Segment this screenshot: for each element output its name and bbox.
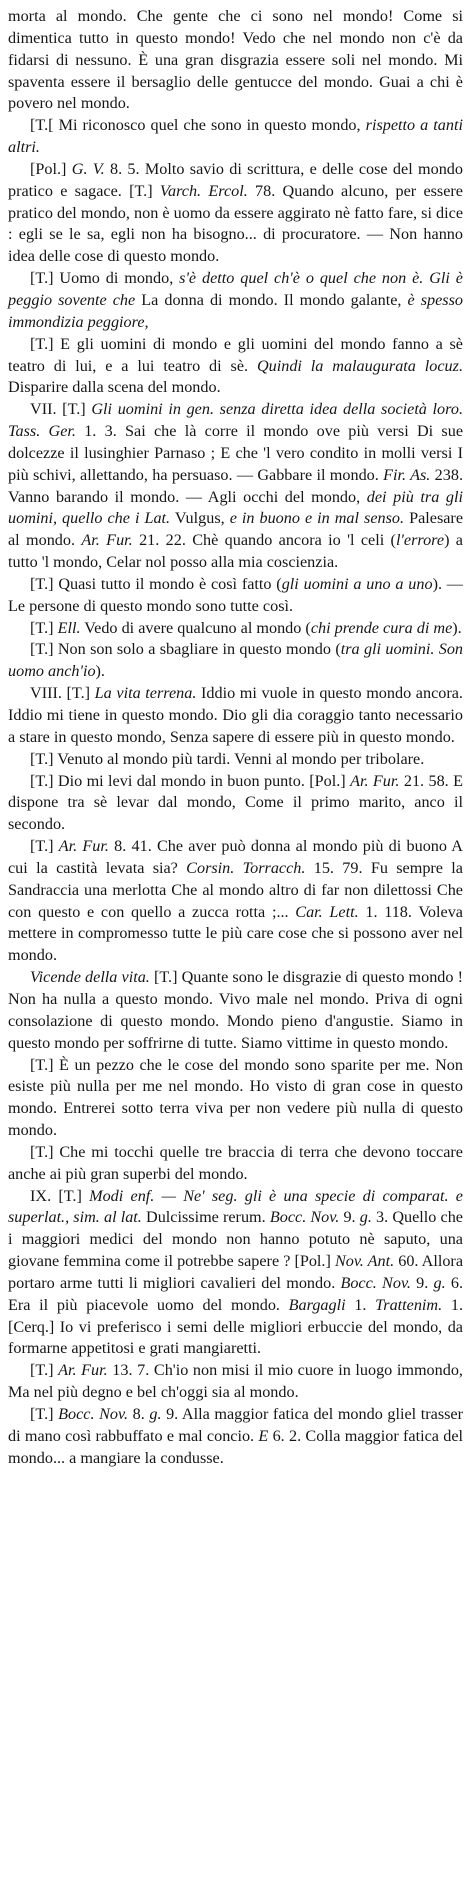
text-run: [T.] xyxy=(30,618,58,637)
italic-text: Trattenim. xyxy=(375,1295,443,1314)
text-run: 3. Quello che i maggiori medici del mondo non hanno potuto nè saputo, una giovane femmina come il potrebbe sapere ? [Pol.] xyxy=(8,1208,463,1271)
entry-paragraph xyxy=(8,1055,463,1142)
text-run: ) a tutto 'l mondo, Celar nol posso alla mia coscienzia. xyxy=(8,531,463,572)
text-run: ). —Le persone di questo mondo sono tutte così. xyxy=(8,574,463,615)
text-run: 9. xyxy=(410,1273,434,1292)
italic-text: Fir. As. xyxy=(383,465,431,484)
italic-text: dei più tra gli uomini, quello che i Lat. xyxy=(8,487,463,528)
italic-text: Bocc. Nov. xyxy=(269,1208,340,1227)
text-run: [T.] xyxy=(30,837,59,856)
text-run: 1. xyxy=(345,1295,376,1314)
entry-paragraph xyxy=(8,749,463,771)
italic-text: Nov. Ant. xyxy=(334,1252,395,1271)
text-run: [T.] Uomo di mondo, xyxy=(30,269,180,288)
text-run: 78. Quando alcuno, per essere pratico del mondo, non è uomo da essere aggirato nè fatto fare, si dice : egli se le sa, egli non ha bisogno... di procuratore. — Non hanno idea delle cose di questo mondo. xyxy=(8,181,463,266)
entry-paragraph xyxy=(8,967,463,1054)
text-run: [Pol.] xyxy=(30,159,72,178)
italic-text: Ar. Fur. xyxy=(81,531,133,550)
text-run: 8. 41. Che aver può donna al mondo più di buono A cui la castità levata sia? xyxy=(8,837,463,877)
text-run: [T.] Dio mi levi dal mondo in buon punto. [Pol.] xyxy=(30,771,351,790)
text-run: 238. Vanno barando il mondo. — Agli occhi del mondo, xyxy=(8,465,463,506)
italic-text: Ar. Fur. xyxy=(58,1361,108,1380)
text-run: 15. 79. Fu sempre la Sandraccia una merlotta Che al mondo altro di far non dilettossi Che con questo e con quello a zucca rotta ;... xyxy=(8,858,463,921)
text-run: VII. [T.] xyxy=(30,400,92,419)
text-run: 60. Allora portaro arme tutti li migliori cavalieri del mondo. xyxy=(8,1252,463,1292)
italic-text: Quindi la malaugurata locuz. xyxy=(256,356,463,375)
entry-paragraph xyxy=(8,771,463,837)
entry-paragraph xyxy=(8,334,463,400)
entry-paragraph xyxy=(8,574,463,618)
italic-text: Bargagli xyxy=(288,1295,346,1314)
text-run: [T.] Quasi tutto il mondo è così fatto ( xyxy=(30,574,282,593)
italic-text: Gli uomini in gen. senza diretta idea della società loro. Tass. Ger. xyxy=(8,400,463,441)
text-run: ). xyxy=(452,618,462,637)
italic-text: g. xyxy=(359,1208,372,1227)
text-run: Iddio mi vuole in questo mondo ancora. Iddio mi tiene in questo mondo. Dio gli dia coraggio tanto necessario a stare in questo mondo, Senza sapere di essere più in questo mondo. xyxy=(8,684,463,746)
text-run: [T.] xyxy=(30,1405,59,1423)
italic-text: Bocc. Nov. xyxy=(340,1273,411,1292)
text-run: [T.[ Mi riconosco quel che sono in questo mondo, xyxy=(30,116,366,135)
italic-text: La vita terrena. xyxy=(94,684,197,703)
entry-paragraph xyxy=(8,6,463,115)
text-run: Palesare al mondo. xyxy=(8,509,463,550)
italic-text: E xyxy=(258,1426,269,1445)
text-run: 8. 5. Molto savio di scrittura, e delle cose del mondo pratico e sagace. [T.] xyxy=(8,159,463,200)
italic-text: gli uomini a uno a uno xyxy=(281,574,433,593)
text-run: morta al mondo. Che gente che ci sono nel mondo! Come si dimentica tutto in questo mondo! Vedo che nel mondo non c'è da fidarsi di nessuno. È una gran disgrazia essere soli nel mondo. Mi spaventa essere il bersaglio delle gentucce del mondo. Guai a chi è povero nel mondo. xyxy=(8,7,463,113)
entry-paragraph xyxy=(8,683,463,749)
text-run: 9. Alla maggior fatica del mondo gliel trasser di mano così rabbuffato e mal concio. xyxy=(8,1405,464,1445)
italic-text: è spesso immondizia peggiore, xyxy=(8,290,463,331)
italic-text: Bocc. Nov. xyxy=(58,1405,129,1423)
text-run: Disparire dalla scena del mondo. xyxy=(8,378,221,397)
italic-text: g. xyxy=(433,1273,446,1292)
text-run: 1. [Cerq.] Io vi preferisco i semi delle migliori erbuccie del mondo, da formarne appetitosi e grati mangiaretti. xyxy=(8,1295,464,1358)
entry-paragraph xyxy=(8,399,463,574)
italic-text: Corsin. Torracch. xyxy=(186,858,306,877)
text-run: 1. 3. Sai che là corre il mondo ove più versi Di sue dolcezze il lusinghier Parnaso ; E che 'l vero condito in molli versi I più schivi, allettando, ha persuaso. — Gabbare il mondo. xyxy=(8,422,463,484)
text-run: [T.] Venuto al mondo più tardi. Venni al mondo per tribolare. xyxy=(30,749,425,768)
dictionary-entry-text xyxy=(8,6,463,1470)
entry-paragraph xyxy=(8,618,463,640)
text-run: 21. 22. Chè quando ancora io 'l celi ( xyxy=(132,531,396,550)
italic-text: e in buono e in mal senso. xyxy=(229,509,405,528)
italic-text: g. xyxy=(149,1405,162,1423)
text-run: [T.] Non son solo a sbagliare in questo mondo ( xyxy=(30,640,341,659)
text-run: [T.] xyxy=(30,1361,59,1380)
entry-paragraph xyxy=(8,1404,463,1470)
text-run: La donna di mondo. Il mondo galante, xyxy=(135,290,408,309)
entry-paragraph xyxy=(8,1186,463,1361)
entry-paragraph xyxy=(8,268,463,334)
italic-text: Vicende della vita. xyxy=(30,968,150,987)
text-run: Vulgus, xyxy=(170,509,230,528)
text-run: 1. 118. Voleva mettere in compromesso tutte le più care cose che si possono aver nel mondo. xyxy=(8,902,463,965)
italic-text: Car. Lett. xyxy=(295,902,359,921)
text-run: IX. [T.] xyxy=(30,1186,90,1205)
text-run: 13. 7. Ch'io non misi il mio cuore in luogo immondo, Ma nel più degno e bel ch'oggi sia al mondo. xyxy=(8,1361,463,1402)
text-run: 9. xyxy=(339,1208,360,1227)
italic-text: tra gli uomini. Son uomo anch'io xyxy=(8,640,464,681)
text-run: Dulcissime rerum. xyxy=(141,1208,270,1227)
text-run: [T.] Che mi tocchi quelle tre braccia di terra che devono toccare anche ai più gran superbi del mondo. xyxy=(8,1142,463,1183)
text-run: Vedo di avere qualcuno al mondo ( xyxy=(80,618,311,637)
text-run: [T.] È un pezzo che le cose del mondo sono sparite per me. Non esiste più nulla per me nel mondo. Ho visto di gran cose in questo mondo. Entrerei sotto terra viva per non vedere più nulla di questo mondo. xyxy=(8,1055,463,1140)
italic-text: Ell. xyxy=(57,618,81,637)
entry-paragraph xyxy=(8,836,463,967)
italic-text: Ar. Fur. xyxy=(350,771,400,790)
italic-text: s'è detto quel ch'è o quel che non è. Gli è peggio sovente che xyxy=(8,269,463,309)
entry-paragraph xyxy=(8,115,463,159)
text-run: 6. Era il più piacevole uomo del mondo. xyxy=(8,1273,464,1314)
italic-text: Varch. Ercol. xyxy=(159,181,248,200)
italic-text: rispetto a tanti altri. xyxy=(8,116,463,157)
text-run: ). xyxy=(95,662,105,681)
text-run: 8. xyxy=(128,1405,150,1423)
text-run: [T.] E gli uomini di mondo e gli uomini del mondo fanno a sè teatro di lui, e a lui teatro di sè. xyxy=(8,334,463,375)
text-run: [T.] Quante sono le disgrazie di questo mondo ! Non ha nulla a questo mondo. Vivo male nel mondo. Priva di ogni consolazione di questo mondo. Mondo pieno d'angustie. Siamo in questo mondo per soffrirne di tutte. Siamo vittime in questo mondo. xyxy=(8,968,463,1052)
entry-paragraph xyxy=(8,159,463,268)
italic-text: Ar. Fur. xyxy=(58,837,109,856)
italic-text: chi prende cura di me xyxy=(310,618,453,637)
text-run: VIII. [T.] xyxy=(30,684,95,703)
entry-paragraph xyxy=(8,639,463,683)
entry-paragraph xyxy=(8,1142,463,1186)
text-run: 21. 58. E dispone tra sè levar dal mondo, Come il primo marito, anco il secondo. xyxy=(8,771,463,834)
italic-text: Modi enf. — Ne' seg. gli è una specie di comparat. e superlat., sim. al lat. xyxy=(8,1186,463,1227)
italic-text: l'errore xyxy=(395,531,445,550)
italic-text: G. V. xyxy=(71,159,105,178)
text-run: 6. 2. Colla maggior fatica del mondo... a mangiare la condusse. xyxy=(8,1426,463,1467)
entry-paragraph xyxy=(8,1360,463,1404)
